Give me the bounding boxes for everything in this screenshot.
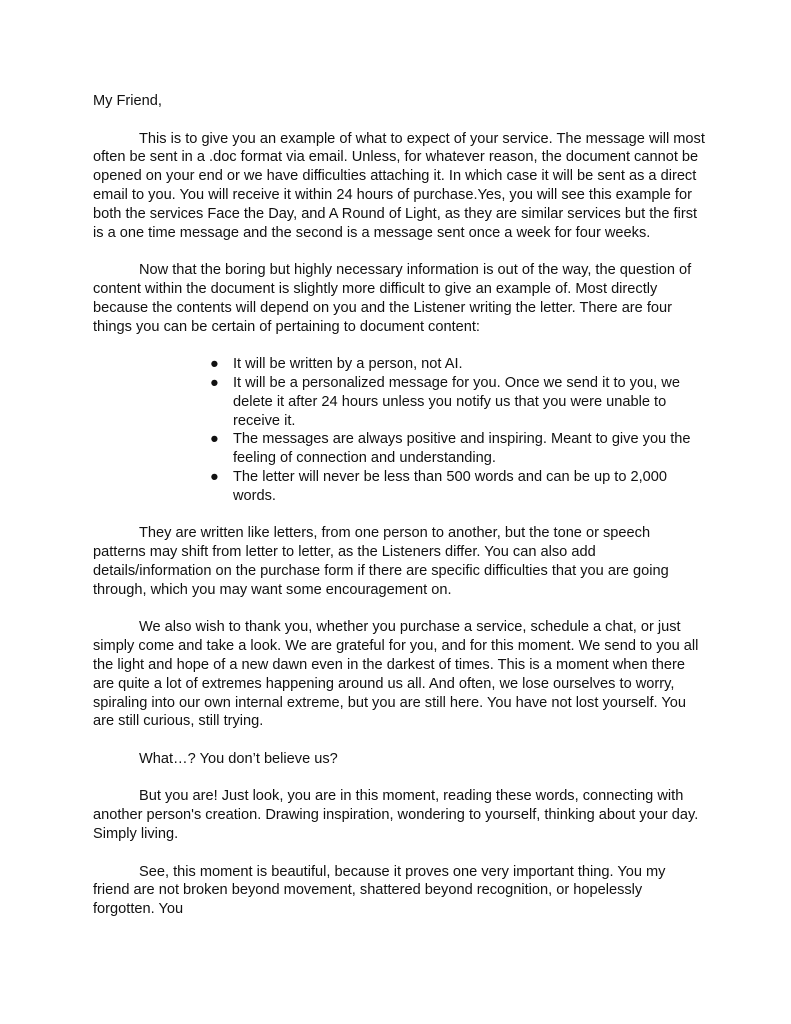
list-item-text: The messages are always positive and inspiring. Meant to give you the feeling of connection and understanding. — [233, 431, 691, 467]
list-item — [210, 430, 705, 468]
bullet-icon: ● — [210, 356, 219, 373]
paragraph-service-format: This is to give you an example of what to expect of your service. The message will most often be sent in a .doc format via email. Unless, for whatever reason, the document cannot be opened on your end or we have difficulties attaching it. In which case it will be sent as a direct email to you. You will receive it within 24 hours of purchase.Yes, you will see this example for both the services Face the Day, and A Round of Light, as they are similar services but the first is a one time message and the second is a message sent once a week for four weeks. — [93, 130, 705, 241]
bullet-icon: ● — [210, 468, 219, 485]
letter-body — [93, 92, 705, 919]
paragraph-question: What…? You don’t believe us? — [139, 750, 338, 767]
list-item — [210, 374, 705, 430]
paragraph-content-intro: Now that the boring but highly necessary information is out of the way, the question of content within the document is slightly more difficult to give an example of. Most directly because the contents will depend on you and the Listener writing the letter. There are four things you can be certain of pertaining to document content: — [93, 262, 692, 335]
paragraph-reassurance: But you are! Just look, you are in this moment, reading these words, connecting with another person's creation. Drawing inspiration, wondering to yourself, thinking about your day. Simply living. — [93, 788, 699, 843]
list-item — [210, 468, 705, 506]
paragraph-gratitude: We also wish to thank you, whether you purchase a service, schedule a chat, or just simply come and take a look. We are grateful for you, and for this moment. We send to you all the light and hope of a new dawn even in the darkest of times. This is a moment when there are quite a lot of extremes happening around us all. And often, we lose ourselves to worry, spiraling into our own internal extreme, but you are still here. You have not lost yourself. You are still curious, still trying. — [93, 619, 699, 730]
list-item-text: It will be written by a person, not AI. — [233, 356, 463, 373]
list-item — [210, 355, 705, 374]
list-item-text: The letter will never be less than 500 words and can be up to 2,000 words. — [233, 468, 668, 504]
content-bullet-list — [93, 355, 705, 505]
list-item-text: It will be a personalized message for you. Once we send it to you, we delete it after 24 hours unless you notify us that you were unable to receive it. — [233, 374, 680, 429]
paragraph-letter-style: They are written like letters, from one person to another, but the tone or speech patterns may shift from letter to letter, as the Listeners differ. You can also add details/information on the purchase form if there are specific difficulties that you are going through, which you may want some encouragement on. — [93, 525, 669, 598]
bullet-icon: ● — [210, 431, 219, 448]
bullet-icon: ● — [210, 374, 219, 391]
salutation: My Friend, — [93, 93, 162, 109]
paragraph-beautiful-moment: See, this moment is beautiful, because it proves one very important thing. You my friend are not broken beyond movement, shattered beyond recognition, or hopelessly forgotten. You — [93, 863, 666, 918]
